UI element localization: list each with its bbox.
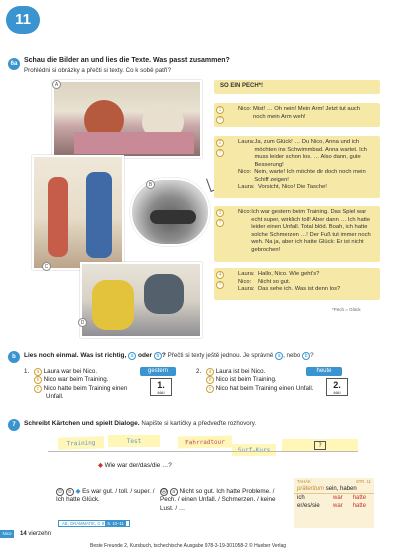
dialogue-4-number: 4 (216, 271, 224, 279)
photo-label-d: D (78, 318, 87, 327)
grammar-reference-text: AB, GRAMMATIK, G 9 (62, 521, 105, 526)
dialogue-1-number: 1 (216, 106, 224, 114)
table-row: er/es/sie war hatte (297, 503, 367, 509)
gestern-tag: gestern (140, 367, 176, 376)
card-training: Training (58, 436, 104, 450)
cards-baseline (48, 451, 358, 452)
grammar-reference[interactable] (58, 520, 130, 527)
positive-answer-text: Es war gut. / toll. / super. / Ich hatte Glück. (56, 488, 155, 504)
smiley-happy-icon: ☺ (57, 489, 64, 495)
exercise-6b-right-list (196, 368, 314, 393)
statement-text: Laura war bei Nico. (43, 368, 98, 375)
exercise-6b-nebo: , nebo (283, 352, 301, 359)
option-b-marker: b (154, 352, 162, 360)
speaker: Laura: (238, 184, 255, 190)
statement-text: Nico hat beim Training einen Unfall. (215, 384, 314, 392)
option-a-marker-cz: a (275, 352, 283, 360)
statement-text: Nico war beim Training. (43, 376, 109, 384)
card-blank (282, 439, 358, 451)
calendar-month: MAI (157, 390, 165, 395)
dialogue-card-1 (214, 103, 380, 127)
calendar-right (326, 378, 348, 396)
exercise-6b-subtitle-end: ? (310, 352, 314, 359)
dialogue-card-2 (214, 136, 380, 198)
calendar-day: 2. (333, 380, 341, 390)
card-surf-kurs: Surf-Kurs (232, 444, 276, 456)
dialogue-line: Ich war gestern beim Training. Das Spiel war echt super, wirklich toll! Aber dann … Ich hatte leider einen Unfall. Total blöd. Boah, ich hatte solche Schmerzen …! Der Fuß tut immer noch weh. Na ja, aber ich hatte Glück: Er ist nicht gebrochen! (251, 209, 371, 253)
photo-label-a: A (52, 80, 61, 89)
statement-text: Nico hatte beim Training einen Unfall. (43, 384, 128, 400)
exercise-6a-badge: 6a (8, 58, 20, 70)
exercise-6b-title-end: ? (161, 352, 166, 359)
dialogue-card-3 (214, 206, 380, 262)
exercise-7-heading (24, 420, 384, 427)
exercise-6a-subtitle: Prohlédni si obrázky a přečti si texty. Co k sobě patří? (24, 67, 172, 74)
calendar-left (150, 378, 172, 396)
option-a-marker: a (128, 352, 136, 360)
exercise-6b-heading (24, 352, 384, 360)
speaker: Laura: (238, 286, 255, 292)
option-c-choice[interactable]: c (34, 385, 42, 393)
grammar-table (294, 494, 374, 510)
exercise-6b-badge: b (8, 351, 20, 363)
exercise-6b-oder: oder (137, 352, 153, 359)
grammar-heading: präteritum sein, haben (294, 485, 374, 494)
option-c-choice[interactable]: c (206, 385, 214, 393)
dialogue-line: Mist! … Oh nein! Mein Arm! Jetzt tut auch noch mein Arm weh! (253, 106, 360, 120)
dialogue-line: Vorsicht, Nico! Die Tasche! (258, 184, 327, 190)
speaker: Nico: (238, 209, 252, 215)
speaker: Laura: (238, 139, 255, 145)
side-tab-nico: Nico (0, 530, 14, 538)
exercise-7-subtitle: Napište si kartičky a předveďte rozhovory. (141, 420, 257, 427)
smiley-sad-icon: ☹ (161, 489, 168, 495)
option-b-choice[interactable]: b (34, 376, 42, 384)
option-a-choice[interactable]: a (206, 368, 214, 376)
photo-c-door (32, 155, 124, 270)
dialogue-1-answer-slot[interactable]: ? (216, 116, 224, 124)
item-number: 1. (24, 368, 30, 375)
exercise-6b-title: Lies noch einmal. Was ist richtig, (24, 352, 127, 359)
dialogue-line: Nein, warte! Ich möchte dir doch noch mein Schiff zeigen! (254, 169, 366, 183)
option-b-marker: b (66, 488, 74, 496)
dialogue-line: Ja, zum Glück! … Du Nico, Anna und ich möchten ins Schwimmbad. Anna wartet. Ich muss leider schon los. … Also dann, gute Besserung! (254, 139, 367, 168)
dialogue-3-number: 3 (216, 209, 224, 217)
option-b-choice[interactable]: b (206, 376, 214, 384)
dialogue-3-answer-slot[interactable]: ? (216, 219, 224, 227)
speaker: Nico: (238, 278, 252, 285)
photo-label-b: B (146, 180, 155, 189)
page-number: 14 vierzehn (20, 531, 52, 537)
dialogue-card-4 (214, 268, 380, 300)
grammar-box (294, 478, 374, 528)
exercise-6b-subtitle: Přečti si texty ještě jednou. Je správně (167, 352, 274, 359)
dialogue-4-answer-slot[interactable]: ? (216, 281, 224, 289)
negative-answer-text: Nicht so gut. Ich hatte Probleme. / Pech. / einen Unfall. / Schmerzen. / keine Lust. / … (160, 488, 276, 512)
grammar-label: TAHÁK (297, 479, 311, 484)
dialogue-2-number: 2 (216, 139, 224, 147)
dialogue-line: Nicht so gut. (258, 278, 291, 285)
exercise-7-badge: 7 (8, 419, 20, 431)
negative-answer (160, 488, 284, 513)
exercise-6b-left-list (24, 368, 144, 401)
option-a-marker: a (170, 488, 178, 496)
photo-label-c: C (42, 262, 51, 271)
dialogue-line: Das sehe ich. Was ist denn los? (258, 286, 341, 292)
option-a-choice[interactable]: a (34, 368, 42, 376)
calendar-day: 1. (157, 380, 165, 390)
option-b-marker-cz: b (302, 352, 310, 360)
photo-a-sofa (52, 80, 202, 158)
speaker: Nico: (238, 106, 252, 112)
dialogue-2-answer-slot[interactable]: ? (216, 149, 224, 157)
speaker: Nico: (238, 169, 252, 175)
footer-credit: Beste Freunde 2, Kursbuch, tschechische Ausgabe 978-3-19-301058-2 © Hueber Verlag (90, 543, 287, 549)
dialogue-line: Hallo, Nico. Wie geht's? (258, 271, 320, 277)
dialogue-prompt: ◆ Wie war der/das/die …? (98, 462, 172, 469)
footnote: *Pech = Glück (332, 307, 361, 312)
story-title: SO EIN PECH*! (214, 80, 380, 94)
chapter-badge: 11 (6, 6, 40, 34)
calendar-month: MAI (333, 390, 341, 395)
item-number: 2. (196, 368, 202, 375)
statement-text: Nico ist beim Training. (215, 376, 277, 384)
speaker: Laura: (238, 271, 255, 277)
positive-answer: ☺ b ◆ Es war gut. / toll. / super. / Ich hatte Glück. (56, 488, 155, 504)
grammar-reference-pages: S. 10–11 (107, 521, 124, 526)
photo-b-football (130, 178, 210, 246)
card-test: Test (108, 435, 160, 447)
table-row: ich war hatte (297, 495, 367, 501)
exercise-6a-title: Schau die Bilder an und lies die Texte. Was passt zusammen? (24, 57, 230, 64)
heute-tag: heute (306, 367, 342, 376)
photo-d-laptop (80, 262, 202, 338)
statement-text: Laura ist bei Nico. (215, 368, 266, 375)
grammar-ref: STR. 11 (355, 479, 371, 484)
card-question-mark: ? (314, 441, 326, 450)
card-fahrradtour: Fahrradtour (178, 436, 232, 449)
exercise-7-title: Schreibt Kärtchen und spielt Dialoge. (24, 420, 140, 427)
